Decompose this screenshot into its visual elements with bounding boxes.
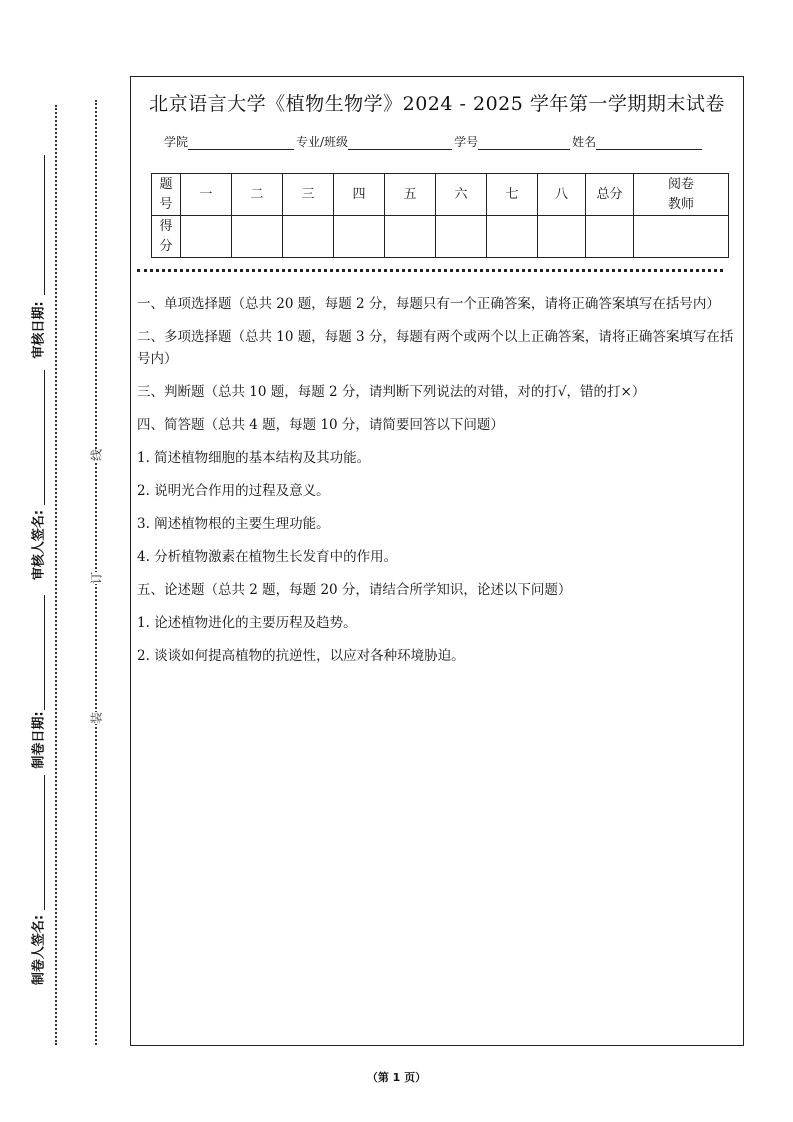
student-id-label: 学号 bbox=[454, 135, 479, 149]
score-cell-total[interactable] bbox=[586, 216, 634, 258]
score-cell[interactable] bbox=[334, 216, 385, 258]
essay-q1: 1. 论述植物进化的主要历程及趋势。 bbox=[137, 615, 357, 631]
col-header-5: 五 bbox=[385, 174, 436, 216]
score-cell[interactable] bbox=[232, 216, 283, 258]
name-label: 姓名 bbox=[572, 135, 597, 149]
col-header-8: 八 bbox=[538, 174, 586, 216]
score-cell[interactable] bbox=[181, 216, 232, 258]
col-header-4: 四 bbox=[334, 174, 385, 216]
page-number: （第 1 页） bbox=[366, 1071, 427, 1084]
short-answer-q4: 4. 分析植物激素在植物生长发育中的作用。 bbox=[137, 549, 398, 565]
section-true-false: 三、判断题（总共 10 题，每题 2 分，请判断下列说法的对错，对的打√，错的打×） bbox=[137, 384, 646, 400]
section-single-choice: 一、单项选择题（总共 20 题，每题 2 分，每题只有一个正确答案，请将正确答案填写在括号内） bbox=[137, 296, 720, 312]
col-header-total: 总分 bbox=[586, 174, 634, 216]
short-answer-q3: 3. 阐述植物根的主要生理功能。 bbox=[137, 516, 330, 532]
compiler-signature-line bbox=[44, 775, 45, 910]
short-answer-q1: 1. 简述植物细胞的基本结构及其功能。 bbox=[137, 450, 371, 466]
col-header-grader: 阅卷教师 bbox=[634, 174, 729, 216]
col-header-1: 一 bbox=[181, 174, 232, 216]
exam-content bbox=[137, 293, 737, 678]
compile-date-line bbox=[44, 595, 45, 710]
score-cell[interactable] bbox=[283, 216, 334, 258]
score-cell[interactable] bbox=[487, 216, 538, 258]
student-id-field[interactable] bbox=[478, 136, 570, 150]
col-header-2: 二 bbox=[232, 174, 283, 216]
score-cell[interactable] bbox=[538, 216, 586, 258]
reviewer-signature-line bbox=[44, 370, 45, 505]
col-header-3: 三 bbox=[283, 174, 334, 216]
section-essay: 五、论述题（总共 2 题，每题 20 分，请结合所学知识，论述以下问题） bbox=[137, 582, 572, 598]
review-date-line bbox=[44, 155, 45, 295]
section-multiple-choice: 二、多项选择题（总共 10 题，每题 3 分，每题有两个或两个以上正确答案，请将正确答案填写在括号内） bbox=[137, 329, 734, 367]
row-label-score: 得分 bbox=[152, 216, 181, 258]
row-label-question-number: 题号 bbox=[152, 174, 181, 216]
col-header-6: 六 bbox=[436, 174, 487, 216]
college-field[interactable] bbox=[188, 136, 294, 150]
essay-q2: 2. 谈谈如何提高植物的抗逆性，以应对各种环境胁迫。 bbox=[137, 648, 465, 664]
page-title: 北京语言大学《植物生物学》2024 - 2025 学年第一学期期末试卷 bbox=[149, 93, 725, 115]
section-short-answer: 四、简答题（总共 4 题，每题 10 分，请简要回答以下问题） bbox=[137, 417, 504, 433]
short-answer-q2: 2. 说明光合作用的过程及意义。 bbox=[137, 483, 330, 499]
score-cell-grader[interactable] bbox=[634, 216, 729, 258]
score-table bbox=[151, 173, 729, 258]
section-divider bbox=[137, 269, 723, 272]
col-header-7: 七 bbox=[487, 174, 538, 216]
college-label: 学院 bbox=[164, 135, 189, 149]
margin-dotted-line bbox=[55, 105, 57, 1045]
score-cell[interactable] bbox=[436, 216, 487, 258]
exam-frame bbox=[130, 76, 744, 1046]
major-class-label: 专业/班级 bbox=[296, 135, 349, 149]
major-class-field[interactable] bbox=[348, 136, 452, 150]
name-field[interactable] bbox=[596, 136, 702, 150]
score-cell[interactable] bbox=[385, 216, 436, 258]
student-info-row bbox=[164, 133, 704, 150]
